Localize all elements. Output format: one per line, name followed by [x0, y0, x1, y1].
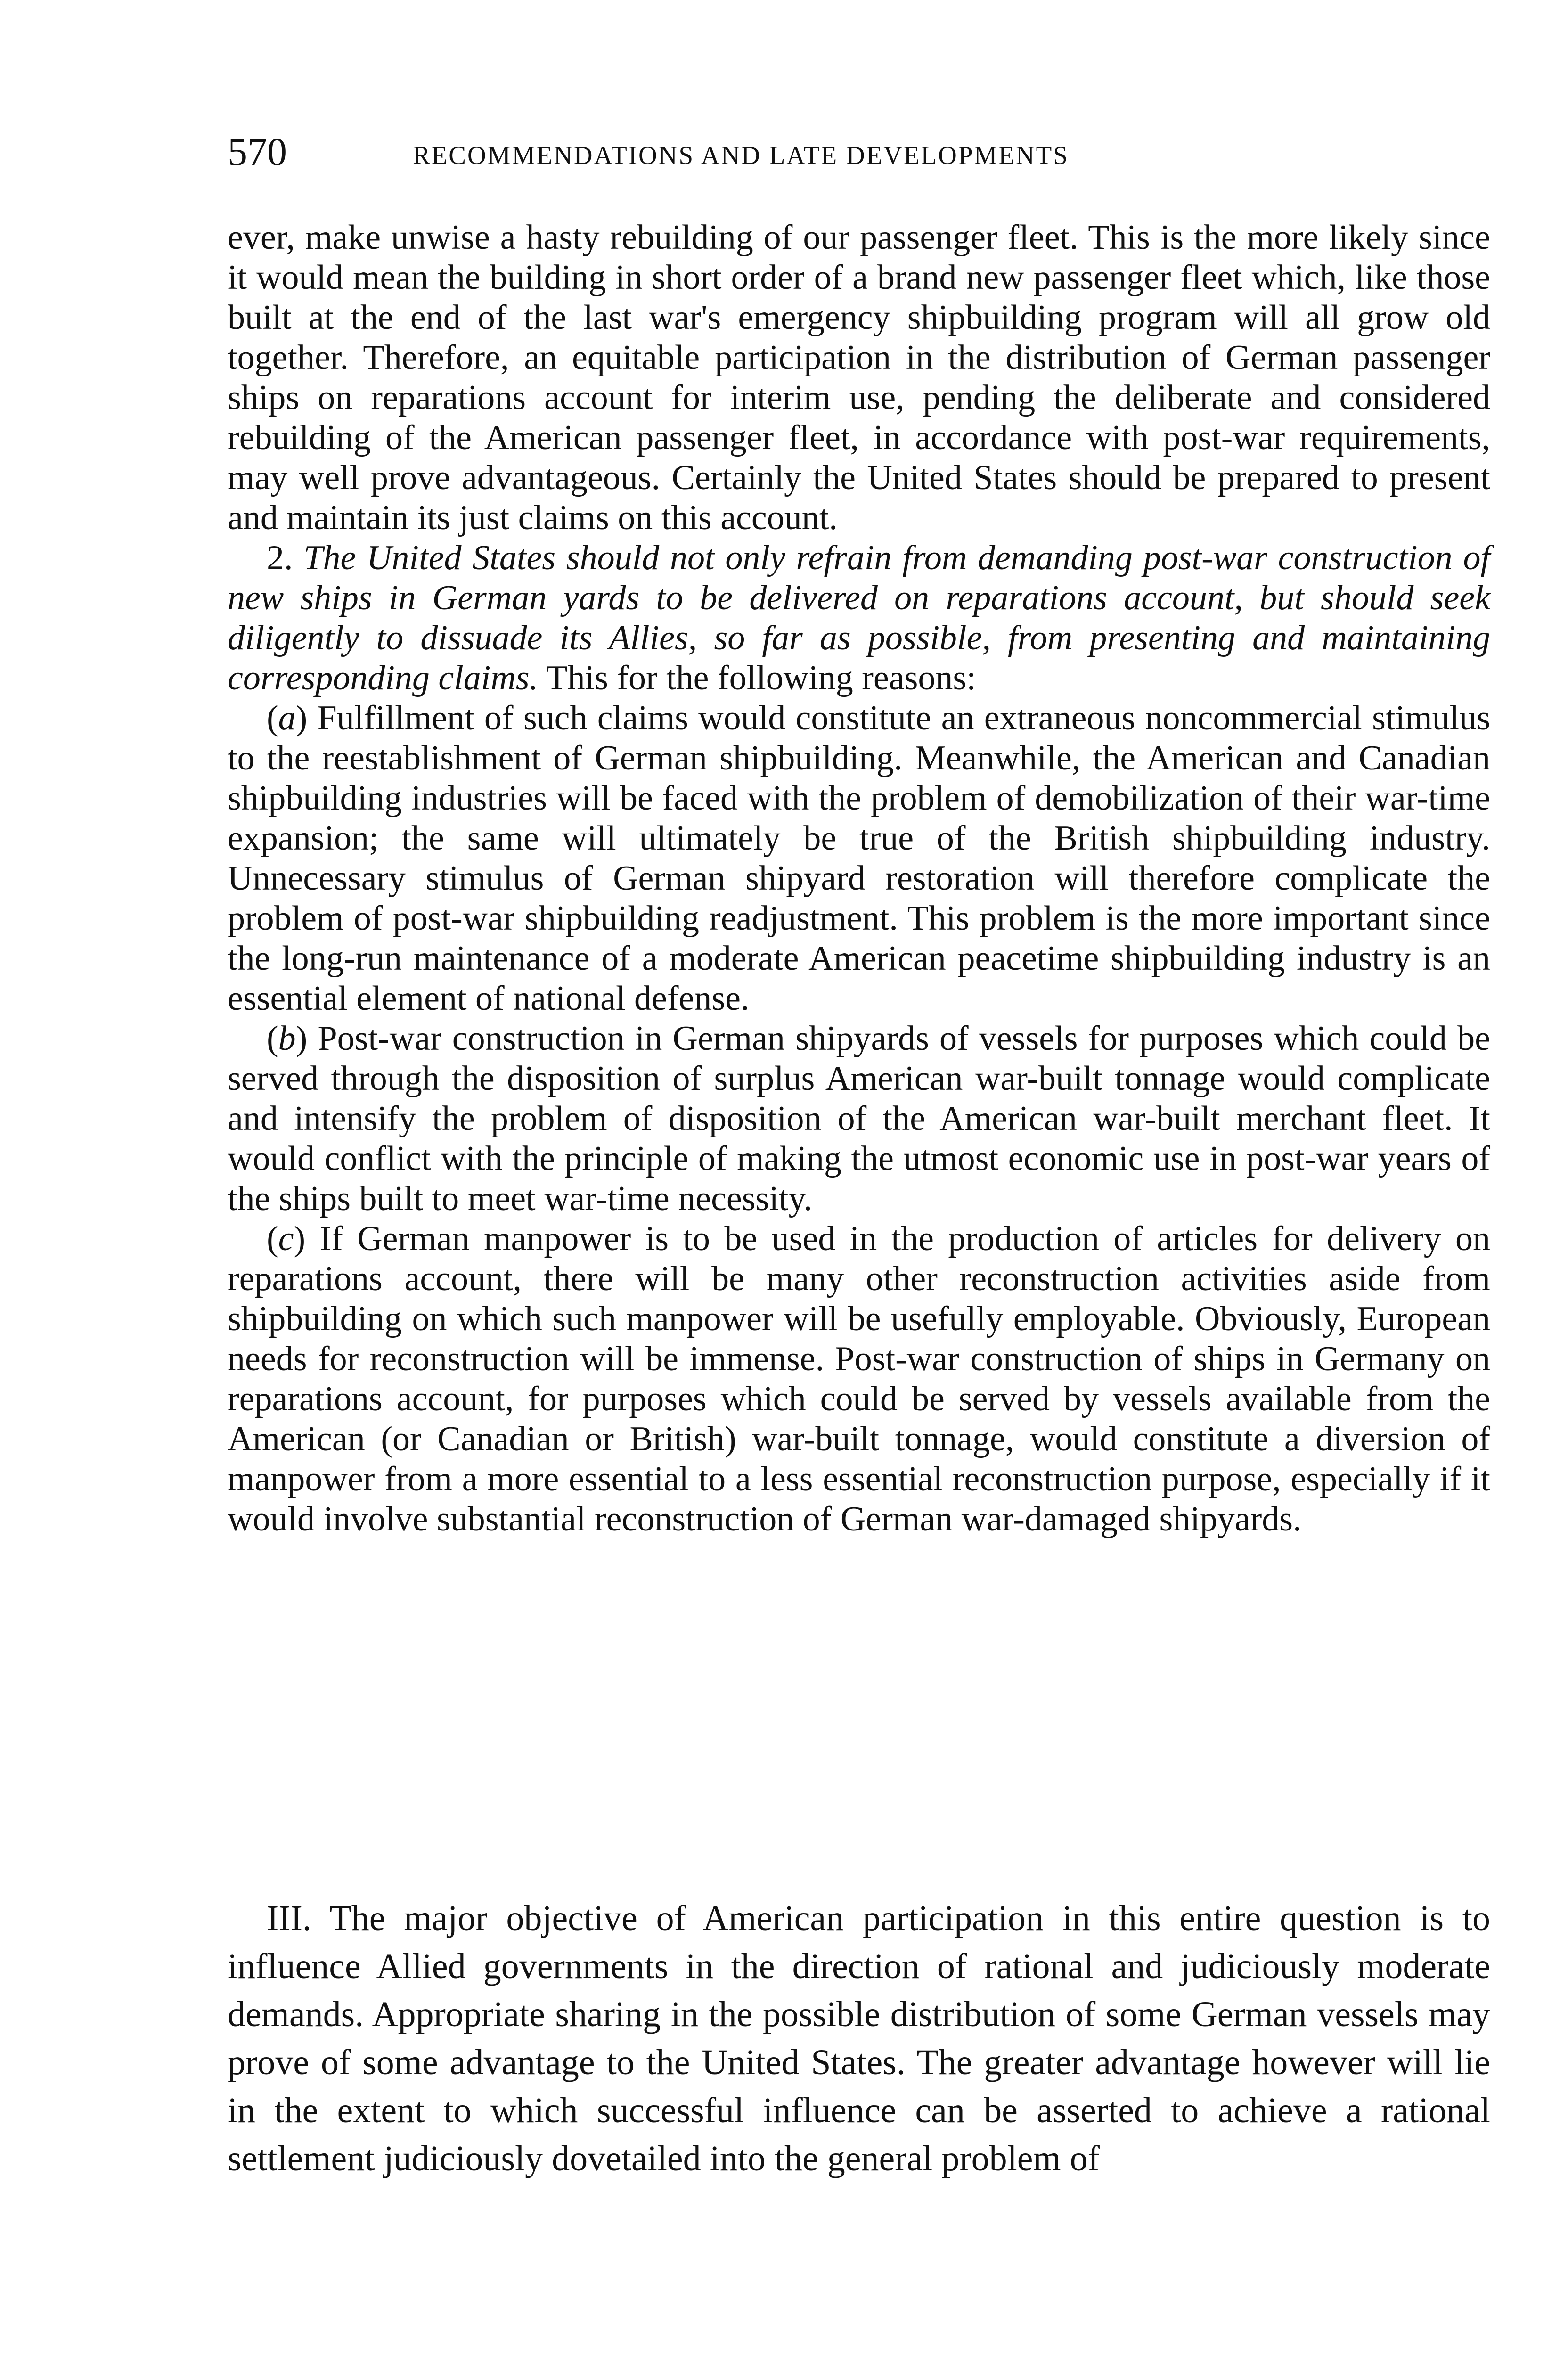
paragraph-reason-a: (a) Fulfillment of such claims would constitute an extraneous noncommercial stimulus to the reestablishment of German shipbuilding. Meanwhile, the American and Canadian shipbuilding industries will be faced with the problem of demobilization of their war-time expansion; the same will ultimately be true of the British shipbuilding industry. Unnecessary stimulus of German shipyard restoration will therefore complicate the problem of post-war shipbuilding readjustment. This problem is the more important since the long-run maintenance of a moderate American peacetime shipbuilding industry is an essential element of national defense.: [228, 699, 1490, 1018]
paragraph-recommendation-2: [228, 538, 1490, 698]
reason-a-text: Fulfillment of such claims would constitute an extraneous noncommercial stimulus to the reestablishment of German shipbuilding. Meanwhile, the American and Canadian shipbuilding industries will be faced with the problem of demobilization of their war-time expansion; the same will ultimately be true of the British shipbuilding industry. Unnecessary stimulus of German shipyard restoration will therefore complicate the problem of post-war shipbuilding readjustment. This problem is the more important since the long-run maintenance of a moderate American peacetime shipbuilding industry is an essential element of national defense.: [228, 699, 1490, 1018]
reason-c-label: c: [278, 1219, 294, 1258]
page-number: 570: [228, 130, 287, 174]
reason-b-text: Post-war construction in German shipyards of vessels for purposes which could be served through the disposition of surplus American war-built tonnage would complicate and intensify the problem of disposition of the American war-built merchant fleet. It would conflict with the principle of making the utmost economic use in post-war years of the ships built to meet war-time necessity.: [228, 1019, 1490, 1218]
page-header: [228, 126, 1490, 188]
recommendation-number: 2.: [267, 539, 293, 577]
paragraph-section-iii: III. The major objective of American participation in this entire question is to influence Allied governments in the direction of rational and judiciously moderate demands. Appropriate sharing in the possible distribution of some German vessels may prove of some advantage to the United States. The greater advantage however will lie in the extent to which successful influence can be asserted to achieve a rational settlement judiciously dovetailed into the general problem of: [228, 1898, 1490, 2178]
reason-a-label: a: [278, 699, 296, 737]
paragraph-reason-b: (b) Post-war construction in German shipyards of vessels for purposes which could be served through the disposition of surplus American war-built tonnage would complicate and intensify the problem of disposition of the American war-built merchant fleet. It would conflict with the principle of making the utmost economic use in post-war years of the ships built to meet war-time necessity.: [228, 1019, 1490, 1218]
body-text: [228, 218, 1490, 1539]
recommendation-continuation: This for the following reasons:: [546, 659, 976, 697]
reason-c-text: If German manpower is to be used in the production of articles for delivery on reparations account, there will be many other reconstruction activities aside from shipbuilding on which such manpower will be usefully employable. Obviously, European needs for reconstruction will be immense. Post-war construction of ships in Germany on reparations account, for purposes which could be served by vessels available from the American (or Canadian or British) war-built tonnage, would constitute a diversion of manpower from a more essential to a less essential reconstruction purpose, especially if it would involve substantial reconstruction of German war-damaged shipyards.: [228, 1219, 1490, 1538]
paragraph-passenger-fleet: ever, make unwise a hasty rebuilding of our passenger fleet. This is the more likely since it would mean the building in short order of a brand new passenger fleet which, like those built at the end of the last war's emergency shipbuilding program will all grow old together. Therefore, an equitable participation in the distribution of German passenger ships on reparations account for interim use, pending the deliberate and considered rebuilding of the American passenger fleet, in accordance with post-war requirements, may well prove advantageous. Certainly the United States should be prepared to present and maintain its just claims on this account.: [228, 218, 1490, 537]
recommendation-italic-text: The United States should not only refrain from demanding post-war construction of new ships in German yards to be delivered on reparations account, but should seek diligently to dissuade its Allies, so far as possible, from presenting and maintaining corresponding claims.: [228, 539, 1490, 697]
running-title: RECOMMENDATIONS AND LATE DEVELOPMENTS: [413, 141, 1069, 170]
paragraph-reason-c: (c) If German manpower is to be used in the production of articles for delivery on reparations account, there will be many other reconstruction activities aside from shipbuilding on which such manpower will be usefully employable. Obviously, European needs for reconstruction will be immense. Post-war construction of ships in Germany on reparations account, for purposes which could be served by vessels available from the American (or Canadian or British) war-built tonnage, would constitute a diversion of manpower from a more essential to a less essential reconstruction purpose, especially if it would involve substantial reconstruction of German war-damaged shipyards.: [228, 1219, 1490, 1538]
reason-b-label: b: [278, 1019, 296, 1058]
